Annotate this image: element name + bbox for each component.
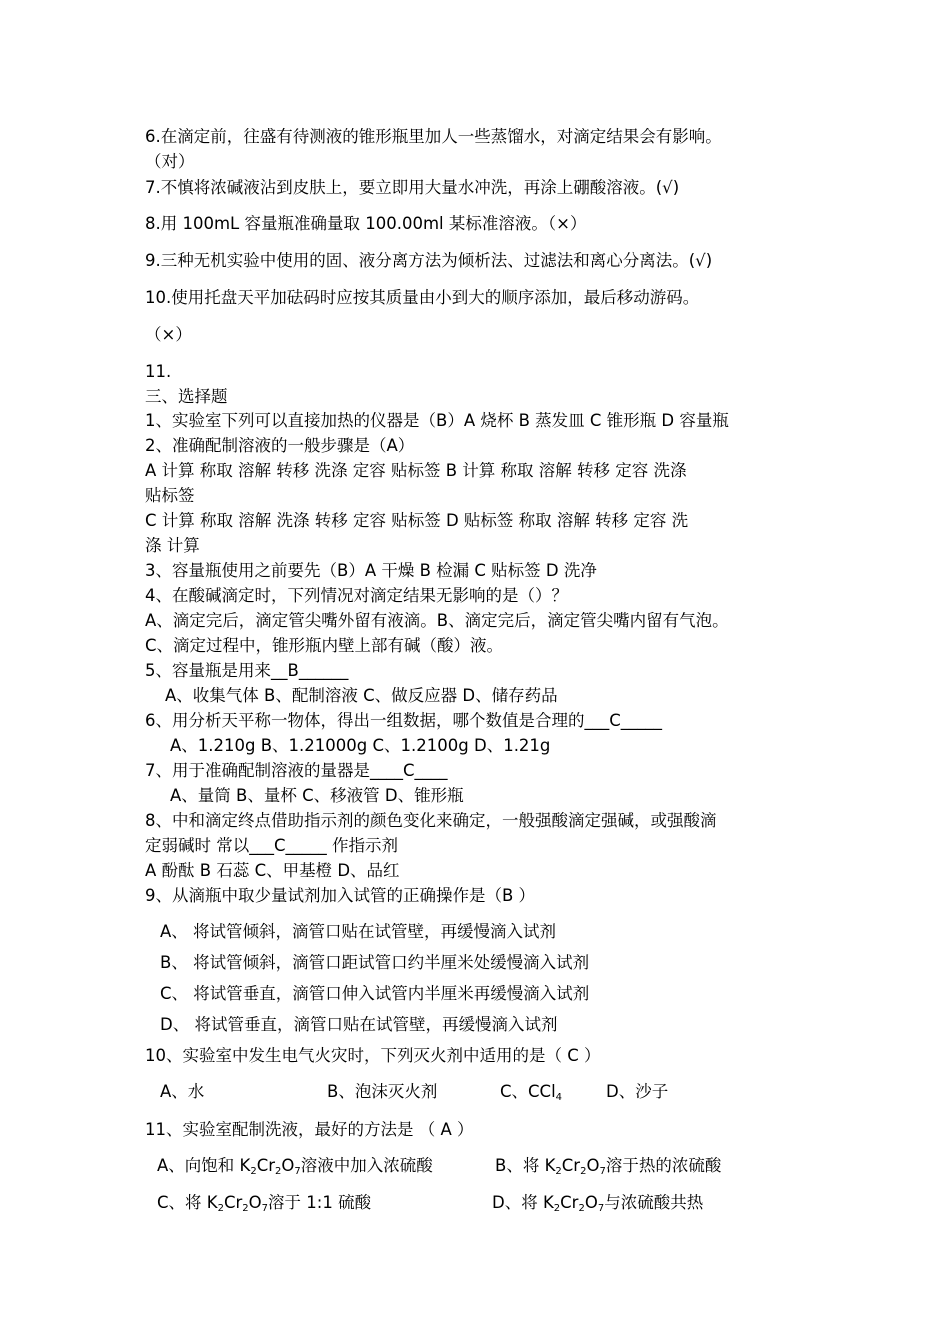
- mc-item-3: 3、容量瓶使用之前要先（B）A 干燥 B 检漏 C 贴标签 D 洗净: [145, 561, 597, 580]
- mc-item-8-cont: 定弱碱时 常以___C_____ 作指示剂: [145, 836, 399, 855]
- mc-item-10-option-b: B、泡沫灭火剂: [327, 1082, 438, 1101]
- mc-item-4: 4、在酸碱滴定时，下列情况对滴定结果无影响的是（）？: [145, 586, 568, 605]
- mc-item-9-option-b: B、 将试管倾斜，滴管口距试管口约半厘米处缓慢滴入试剂: [160, 953, 590, 972]
- mc-item-2-line-3: C 计算 称取 溶解 洗涤 转移 定容 贴标签 D 贴标签 称取 溶解 转移 定容 洗: [145, 511, 689, 530]
- mc-item-11-option-a: A、向饱和 $K_2Cr_2O_7$溶液中加入浓硫酸: [157, 1156, 433, 1177]
- mc-item-2-line-1: A 计算 称取 溶解 转移 洗涤 定容 贴标签 B 计算 称取 溶解 转移 定容 洗涤: [145, 461, 687, 480]
- mc-item-8: 8、中和滴定终点借助指示剂的颜色变化来确定，一般强酸滴定强碱，或强酸滴: [145, 811, 717, 830]
- mc-item-10: 10、实验室中发生电气火灾时，下列灭火剂中适用的是（ C ）: [145, 1046, 601, 1065]
- mc-item-4-options-ab: A、滴定完后，滴定管尖嘴外留有液滴。B、滴定完后，滴定管尖嘴内留有气泡。: [145, 611, 729, 630]
- mc-item-11: 11、实验室配制洗液，最好的方法是 （ A ）: [145, 1120, 474, 1139]
- mc-item-6-options: A、1.210g B、1.21000g C、1.2100g D、1.21g: [170, 736, 551, 755]
- mc-item-2: 2、准确配制溶液的一般步骤是（A）: [145, 436, 415, 455]
- tf-item-11: 11.: [145, 362, 172, 381]
- mc-item-10-option-a: A、水: [160, 1082, 205, 1101]
- mc-item-7: 7、用于准确配制溶液的量器是____C____: [145, 761, 448, 780]
- mc-item-1: 1、实验室下列可以直接加热的仪器是（B）A 烧杯 B 蒸发皿 C 锥形瓶 D 容量瓶: [145, 411, 729, 430]
- mc-item-11-option-d: D、将 $K_2Cr_2O_7$与浓硫酸共热: [492, 1193, 704, 1214]
- mc-item-11-option-c: C、将 $K_2Cr_2O_7$溶于 1:1 硫酸: [157, 1193, 372, 1214]
- mc-item-7-options: A、量筒 B、量杯 C、移液管 D、锥形瓶: [170, 786, 464, 805]
- mc-item-8-options: A 酚酞 B 石蕊 C、甲基橙 D、品红: [145, 861, 400, 880]
- tf-item-6-answer: （对）: [145, 152, 195, 171]
- section-title: 三、选择题: [145, 387, 228, 406]
- mc-item-9-option-d: D、 将试管垂直，滴管口贴在试管壁，再缓慢滴入试剂: [160, 1015, 558, 1034]
- mc-item-9: 9、从滴瓶中取少量试剂加入试管的正确操作是（B ）: [145, 886, 536, 905]
- mc-item-10-option-c: C、CCl$_4$: [500, 1082, 563, 1103]
- mc-item-11-option-b: B、将 $K_2Cr_2O_7$溶于热的浓硫酸: [495, 1156, 722, 1177]
- tf-item-8: 8.用 100mL 容量瓶准确量取 100.00ml 某标准溶液。（×）: [145, 214, 587, 233]
- mc-item-2-line-2: 贴标签: [145, 486, 195, 505]
- mc-item-4-option-c: C、滴定过程中，锥形瓶内壁上部有碱（酸）液。: [145, 636, 504, 655]
- mc-item-10-option-d: D、沙子: [606, 1082, 669, 1101]
- tf-item-10: 10.使用托盘天平加砝码时应按其质量由小到大的顺序添加，最后移动游码。: [145, 288, 700, 307]
- tf-item-9: 9.三种无机实验中使用的固、液分离方法为倾析法、过滤法和离心分离法。(√): [145, 251, 713, 270]
- mc-item-9-option-a: A、 将试管倾斜，滴管口贴在试管壁，再缓慢滴入试剂: [160, 922, 557, 941]
- mc-item-2-line-4: 涤 计算: [145, 536, 200, 555]
- tf-item-7: 7.不慎将浓碱液沾到皮肤上，要立即用大量水冲洗，再涂上硼酸溶液。(√): [145, 178, 680, 197]
- tf-item-10-answer: （×）: [145, 325, 192, 344]
- mc-item-9-option-c: C、 将试管垂直，滴管口伸入试管内半厘米再缓慢滴入试剂: [160, 984, 590, 1003]
- mc-item-6: 6、用分析天平称一物体，得出一组数据，哪个数值是合理的___C_____: [145, 711, 663, 730]
- mc-item-5-options: A、收集气体 B、配制溶液 C、做反应器 D、储存药品: [165, 686, 558, 705]
- mc-item-5: 5、容量瓶是用来__B______: [145, 661, 349, 680]
- tf-item-6: 6.在滴定前，往盛有待测液的锥形瓶里加人一些蒸馏水，对滴定结果会有影响。: [145, 127, 722, 146]
